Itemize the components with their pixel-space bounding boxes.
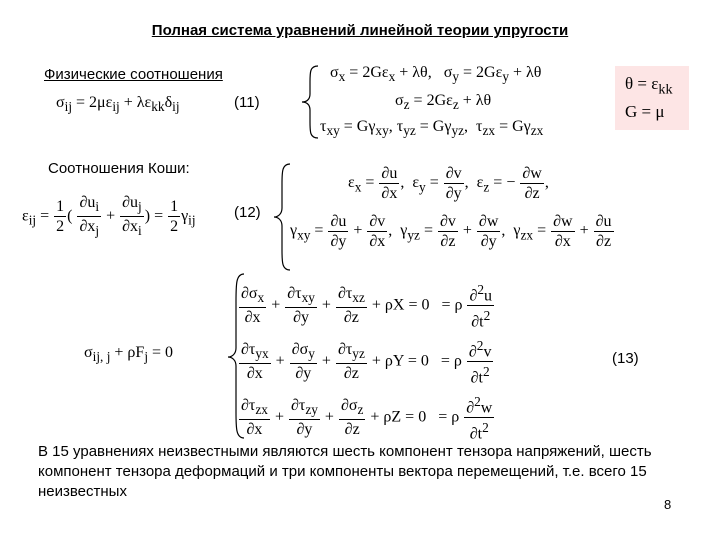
hooke-shear: $\tau_{xy} = G\gamma_{xy}$, $\tau_{yz} = G\gamma_{yz}$, $\tau_{zx} = G\gamma_{zx}$: [320, 118, 544, 139]
equation-number-13: (13): [612, 350, 639, 367]
hooke-law-index-form: $\sigma_{ij} = 2\mu\varepsilon_{ij} + \lambda\varepsilon_{kk}\delta_{ij}$: [56, 94, 180, 115]
hooke-sigma-z: $\sigma_z = 2G\varepsilon_z + \lambda\theta$: [395, 92, 492, 113]
cauchy-shear-strains: $\gamma_{xy}$ = $\frac{\partial u}{\partial y}$ + $\frac{\partial v}{\partial x}$ , $\gamma_{yz}$ = $\frac{\partial v}{\partial z}$ + $\frac{\partial w}{\partial y}$ , $\gamma_{zx}$ = $\frac{\partial w}{\partial x}$ + $\frac{\partial u}{\partial z}$: [290, 213, 612, 250]
equation-number-11: (11): [234, 94, 260, 111]
definitions-box: [615, 66, 689, 130]
motion-equation-x: $\frac{\partial\sigma_x}{\partial x}$ + $\frac{\partial\tau_{xy}}{\partial y}$ + $\frac{\partial\tau_{xz}}{\partial z}$ + ρX = 0 = ρ $\frac{\partial^2u}{\partial t^2}$: [241, 282, 493, 331]
g-definition: G = μ: [625, 102, 665, 121]
motion-equation-y: $\frac{\partial\tau_{yx}}{\partial x}$ + $\frac{\partial\sigma_y}{\partial y}$ + $\frac{\partial\tau_{yz}}{\partial z}$ + ρY = 0 = ρ $\frac{\partial^2v}{\partial t^2}$: [241, 338, 492, 387]
slide-title: Полная система уравнений линейной теории упругости: [151, 22, 569, 39]
cauchy-normal-strains: $\varepsilon_x$ = $\frac{\partial u}{\partial x}$ , $\varepsilon_y$ = $\frac{\partial v}{\partial y}$ , $\varepsilon_z$ = − $\frac{\partial w}{\partial z}$ ,: [348, 165, 549, 202]
equation-number-12: (12): [234, 204, 261, 221]
unknowns-note: В 15 уравнениях неизвестными являются шесть компонент тензора напряжений, шесть компонент тензора деформаций и три компоненты вектора перемещений, т.е. всего 15 неизвестных: [38, 443, 652, 500]
motion-equation-z: $\frac{\partial\tau_{zx}}{\partial x}$ + $\frac{\partial\tau_{zy}}{\partial y}$ + $\frac{\partial\sigma_z}{\partial z}$ + ρZ = 0 = ρ $\frac{\partial^2w}{\partial t^2}$: [241, 394, 493, 443]
physical-relations-heading: Физические соотношения: [44, 66, 223, 83]
cauchy-index-form: $\varepsilon_{ij}$ = $\frac{1}{2}$ ( $\frac{\partial u_i}{\partial x_j}$ + $\frac{\partial u_j}{\partial x_i}$ ) = $\frac{1}{2}$ $\gamma_{ij}$: [22, 194, 196, 239]
motion-index-form: $\sigma_{ij, j} + \rho F_j = 0$: [84, 344, 174, 365]
left-brace-11: [298, 64, 322, 140]
page-number: 8: [664, 497, 672, 512]
cauchy-heading: Соотношения Коши:: [48, 160, 190, 177]
hooke-sigma-xy: $\sigma_x = 2G\varepsilon_x + \lambda\theta$, $\sigma_y = 2G\varepsilon_y + \lambda\theta$: [330, 64, 542, 85]
theta-definition: $\theta = \varepsilon_{kk}$: [625, 74, 673, 98]
